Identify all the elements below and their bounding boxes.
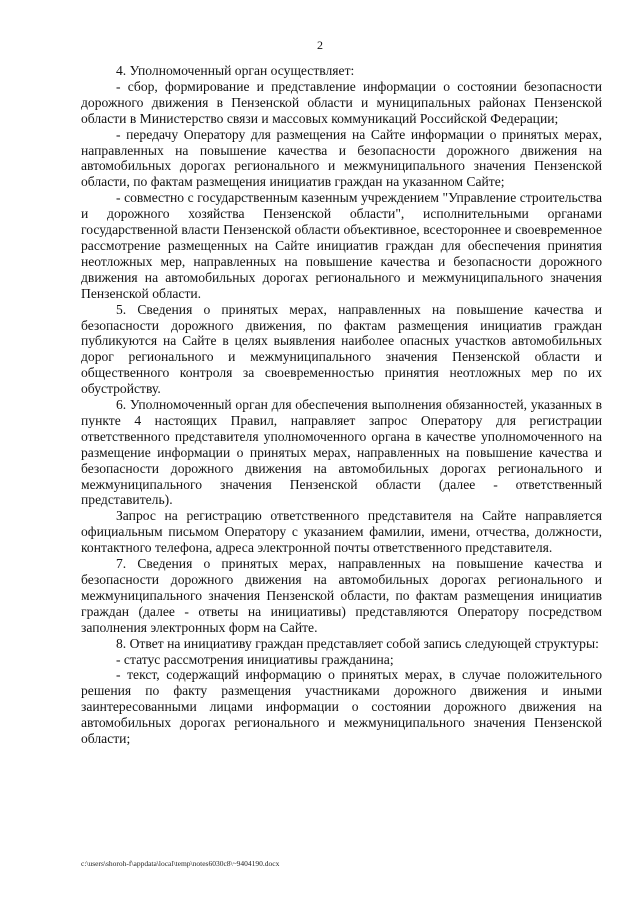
document-body — [81, 63, 602, 747]
paragraph-item-8-status: - статус рассмотрения инициативы гражданина; — [116, 651, 394, 667]
paragraph-item-8: 8. Ответ на инициативу граждан представляет собой запись следующей структуры: — [116, 635, 599, 651]
file-path-footer: c:\users\shoroh-f\appdata\local\temp\notes6030c8\~9404190.docx — [81, 859, 280, 868]
paragraph-item-4-transfer: - передачу Оператору для размещения на Сайте информации о принятых мерах, направленных на повышение качества и безопасности дорожного движения на автомобильных дорогах регионального и межмуниципального значения Пензенской области, по фактам размещения инициатив граждан на указанном Сайте; — [81, 126, 602, 190]
paragraph-item-8-text: - текст, содержащий информацию о принятых мерах, в случае положительного решения по факту размещения участниками дорожного движения и иными заинтересованными лицами информации о состоянии дорожного движения на автомобильных дорогах регионального и межмуниципального значения Пензенской области; — [81, 667, 602, 747]
paragraph-item-5: 5. Сведения о принятых мерах, направленных на повышение качества и безопасности дорожного движения, по фактам размещения инициатив граждан публикуются на Сайте в целях выявления наиболее опасных участков автомобильных дорог регионального и межмуниципального значения Пензенской области и общественного контроля за своевременностью принятия неотложных мер по их обустройству. — [81, 301, 602, 397]
paragraph-item-6: 6. Уполномоченный орган для обеспечения выполнения обязанностей, указанных в пункте 4 настоящих Правил, направляет запрос Оператору для регистрации ответственного представителя уполномоченного органа в качестве уполномоченного на размещение информации о принятых мерах, направленных на повышение качества и безопасности дорожного движения на автомобильных дорогах регионального и межмуниципального значения Пензенской области (далее - ответственный представитель). — [81, 397, 602, 508]
paragraph-item-4-collection: - сбор, формирование и представление информации о состоянии безопасности дорожного движения в Пензенской области и муниципальных районах Пензенской области в Министерство связи и массовых коммуникаций Российской Федерации; — [81, 78, 602, 126]
paragraph-item-4-review: - совместно с государственным казенным учреждением "Управление строительства и дорожного хозяйства Пензенской области", исполнительными органами государственной власти Пензенской области объективное, всестороннее и своевременное рассмотрение размещенных на Сайте инициатив граждан для обеспечения принятия неотложных мер, направленных на повышение качества и безопасности дорожного движения на автомобильных дорогах регионального и межмуниципального значения Пензенской области. — [81, 190, 602, 301]
paragraph-registration-request: Запрос на регистрацию ответственного представителя на Сайте направляется официальным письмом Оператору с указанием фамилии, имени, отчества, должности, контактного телефона, адреса электронной почты ответственного представителя. — [81, 508, 602, 556]
paragraph-item-7: 7. Сведения о принятых мерах, направленных на повышение качества и безопасности дорожного движения на автомобильных дорогах регионального и межмуниципального значения Пензенской области, по фактам размещения инициатив граждан (далее - ответы на инициативы) представляются Оператору посредством заполнения электронных форм на Сайте. — [81, 556, 602, 635]
paragraph-item-4-intro: 4. Уполномоченный орган осуществляет: — [116, 63, 355, 78]
page-number: 2 — [317, 38, 323, 52]
